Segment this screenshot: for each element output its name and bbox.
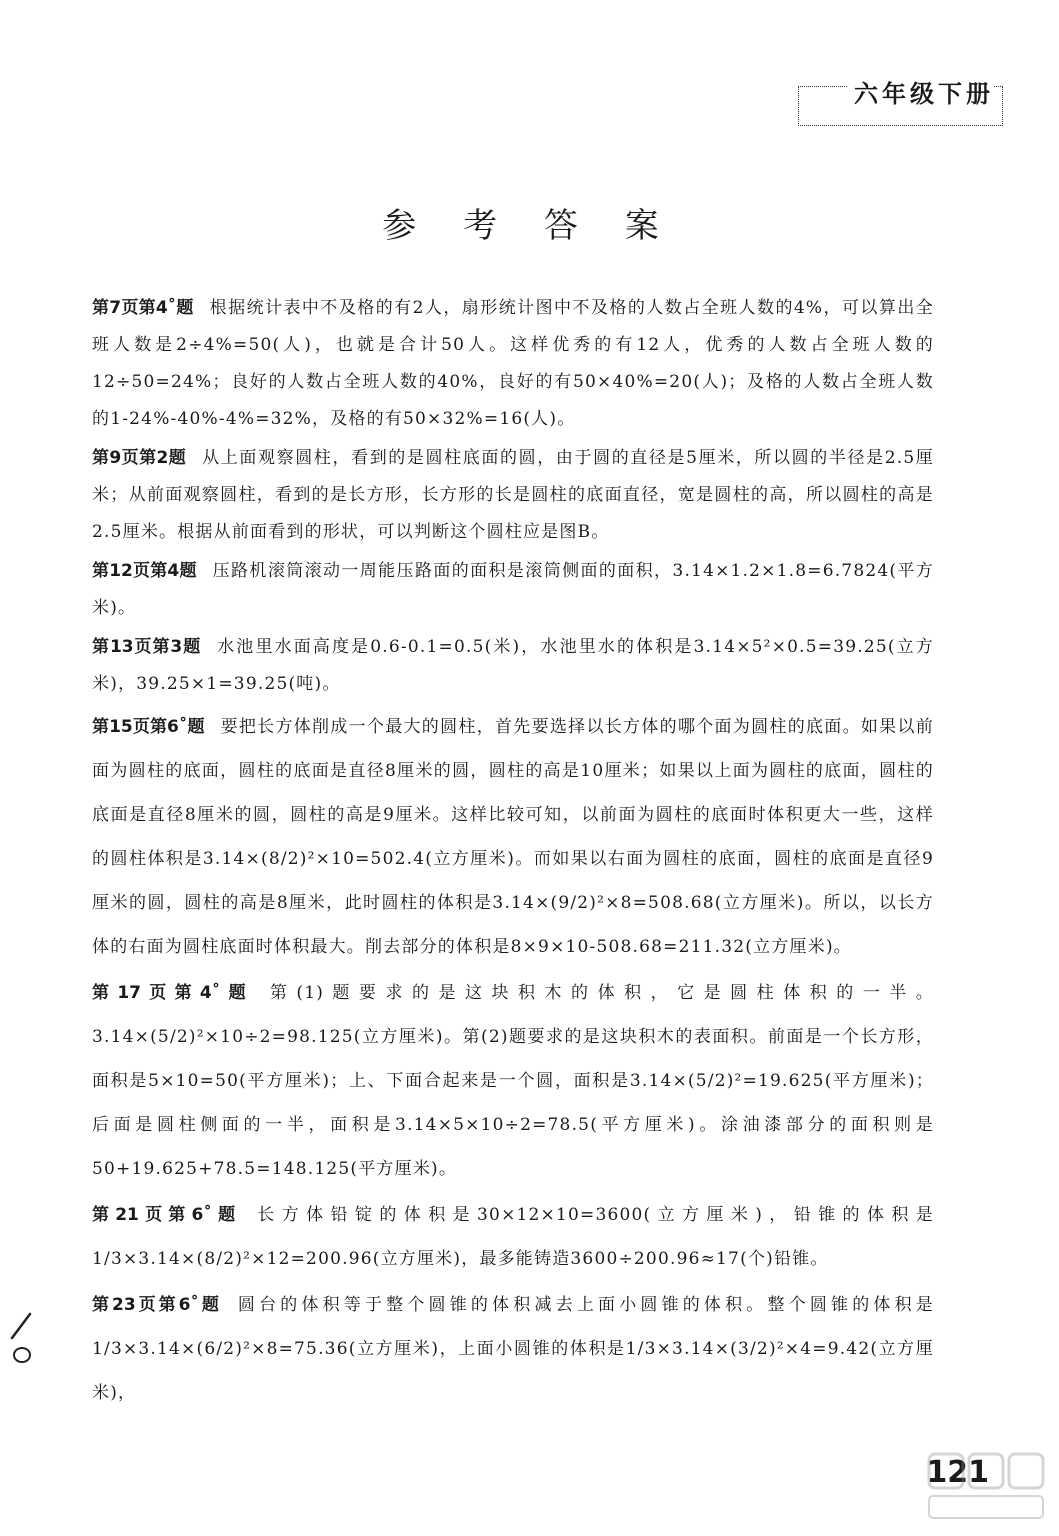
answer-p13-q3 bbox=[92, 629, 934, 703]
answer-text: 要把长方体削成一个最大的圆柱，首先要选择以长方体的哪个面为圆柱的底面。如果以前面为圆柱的底面，圆柱的底面是直径8厘米的圆，圆柱的高是10厘米；如果以上面为圆柱的底面，圆柱的底面是直径8厘米的圆，圆柱的高是9厘米。这样比较可知，以前面为圆柱的底面时体积更大一些，这样的圆柱体积是3.14×(8/2)²×10=502.4(立方厘米)。而如果以右面为圆柱的底面，圆柱的底面是直径9厘米的圆，圆柱的高是8厘米，此时圆柱的体积是3.14×(9/2)²×8=508.68(立方厘米)。所以，以长方体的右面为圆柱底面时体积最大。削去部分的体积是8×9×10-508.68=211.32(立方厘米)。 bbox=[92, 717, 934, 957]
answer-text: 根据统计表中不及格的有2人，扇形统计图中不及格的人数占全班人数的4%，可以算出全班人数是2÷4%=50(人)，也就是合计50人。这样优秀的有12人，优秀的人数占全班人数的12÷50=24%；良好的人数占全班人数的40%，良好的有50×40%=20(人)；及格的人数占全班人数的1-24%-40%-4%=32%，及格的有50×32%=16(人)。 bbox=[92, 298, 934, 429]
grade-badge-label: 六年级下册 bbox=[848, 79, 994, 109]
answer-text: 从上面观察圆柱，看到的是圆柱底面的圆，由于圆的直径是5厘米，所以圆的半径是2.5厘米；从前面观察圆柱，看到的是长方形，长方形的长是圆柱的底面直径，宽是圆柱的高，所以圆柱的高是2.5厘米。根据从前面看到的形状，可以判断这个圆柱应是图B。 bbox=[92, 448, 934, 542]
answer-text: 水池里水面高度是0.6-0.1=0.5(米)，水池里水的体积是3.14×5²×0.5=39.25(立方米)，39.25×1=39.25(吨)。 bbox=[92, 637, 935, 694]
page-title: 参 考 答 案 bbox=[382, 206, 677, 246]
answer-label: 第13页第3题 bbox=[92, 637, 202, 657]
answer-label: 第9页第2题 bbox=[92, 448, 187, 468]
watermark-logo-icon bbox=[923, 1446, 1053, 1526]
answer-p9-q2 bbox=[92, 440, 934, 551]
answer-label: 第7页第4˚题 bbox=[92, 298, 194, 318]
grade-badge bbox=[798, 80, 1003, 126]
answer-label: 第21页第6˚题 bbox=[92, 1205, 242, 1225]
handwritten-mark-icon bbox=[8, 1308, 38, 1368]
answer-text: 圆台的体积等于整个圆锥的体积减去上面小圆锥的体积。整个圆锥的体积是1/3×3.14×(6/2)²×8=75.36(立方厘米)，上面小圆锥的体积是1/3×3.14×(3/2)²×4=9.42(立方厘米)， bbox=[92, 1295, 934, 1403]
answer-p23-q6 bbox=[92, 1283, 934, 1415]
answer-text: 第(1)题要求的是这块积木的体积，它是圆柱体积的一半。3.14×(5/2)²×10÷2=98.125(立方厘米)。第(2)题要求的是这块积木的表面积。前面是一个长方形，面积是5×10=50(平方厘米)；上、下面合起来是一个圆，面积是3.14×(5/2)²=19.625(平方厘米)；后面是圆柱侧面的一半，面积是3.14×5×10÷2=78.5(平方厘米)。涂油漆部分的面积则是50+19.625+78.5=148.125(平方厘米)。 bbox=[92, 983, 934, 1179]
answer-label: 第17页第4˚题 bbox=[92, 983, 254, 1003]
answer-p17-q4 bbox=[92, 971, 934, 1191]
answer-list bbox=[92, 290, 934, 1417]
answer-p21-q6 bbox=[92, 1193, 934, 1281]
answer-text: 压路机滚筒滚动一周能压路面的面积是滚筒侧面的面积，3.14×1.2×1.8=6.7824(平方米)。 bbox=[92, 561, 934, 618]
answer-p15-q6 bbox=[92, 705, 934, 969]
answer-p12-q4 bbox=[92, 553, 934, 627]
answer-text: 长方体铅锭的体积是30×12×10=3600(立方厘米)，铅锥的体积是1/3×3.14×(8/2)²×12=200.96(立方厘米)，最多能铸造3600÷200.96≈17(个)铅锥。 bbox=[92, 1205, 934, 1269]
answer-label: 第23页第6˚题 bbox=[92, 1295, 222, 1315]
answer-p7-q4 bbox=[92, 290, 934, 438]
answer-label: 第12页第4题 bbox=[92, 561, 197, 581]
answer-label: 第15页第6˚题 bbox=[92, 717, 205, 737]
page-number: 121 bbox=[926, 1455, 989, 1490]
